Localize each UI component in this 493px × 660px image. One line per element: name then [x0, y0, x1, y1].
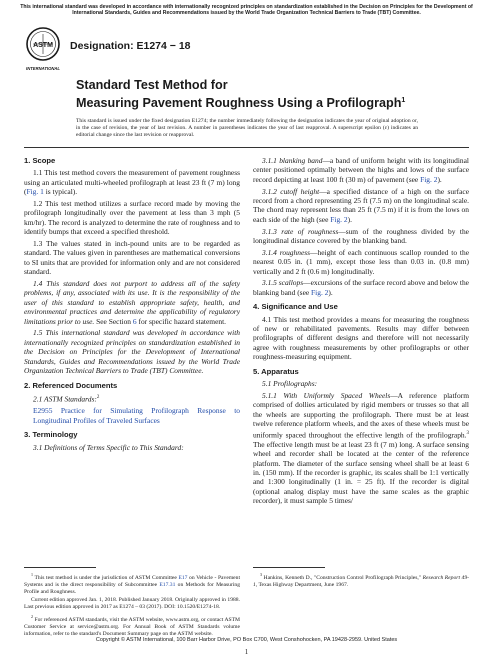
footnote-rule-left — [24, 567, 96, 568]
section-heading-terminology: 3. Terminology — [24, 430, 78, 440]
issuance-note: This standard is issued under the fixed designation E1274; the number immediately following the designation indicates the year of original adoption or, in the case of revision, the year of last revision. A number in parentheses indicates the year of last reapproval. A superscript epsilon (ε) indicates an editorial change since the last revision or reapproval. — [76, 118, 418, 139]
section-heading-significance: 4. Significance and Use — [253, 302, 338, 312]
e2955-link[interactable]: E2955 — [33, 406, 53, 416]
para-1-3: 1.3 The values stated in inch-pound units are to be regarded as standard. The values given in parentheses are mathematical conversions to SI units that are provided for information only and are not considered standard. — [24, 239, 240, 277]
copyright-line: Copyright © ASTM International, 100 Barr Harbor Drive, PO Box C700, West Conshohocken, PA 19428-2959. United States — [95, 637, 398, 643]
section-heading-apparatus: 5. Apparatus — [253, 366, 299, 376]
development-notice: This international standard was developed in accordance with internationally recognized principles on standardization established in the Decision on Principles for the Development of International Standards, Guides and Recommendations issued by the World Trade Organization Technical Barriers to Trade (TBT) Committee. — [20, 4, 473, 17]
para-3-1-1: 3.1.1 blanking band—a band of uniform height with its longitudinal center positioned optimally between the highs and lows of the surface record depicting at least 100 ft (30 m) of pavement (see Fig. 2). — [253, 156, 470, 184]
title-footnote-mark: 1 — [401, 97, 406, 104]
astm-logo — [24, 26, 62, 74]
footnotes-right — [253, 571, 469, 590]
title-line-2: Measuring Pavement Roughness Using a Profilograph$^1$ — [76, 96, 406, 111]
para-3-1-5: 3.1.5 scallops—excursions of the surface record above and below the blanking band (see Fig. 2). — [253, 278, 469, 297]
footnote-1-edition: Current edition approved Jan. 1, 2018. Published January 2018. Originally approved in 1988. Last previous edition approved in 2017 as E1274 – 03 (2017). DOI: 10.1520/E1274-18. — [24, 597, 240, 611]
section-heading-scope: 1. Scope — [24, 156, 56, 165]
fig-2-link[interactable]: Fig. 2 — [311, 287, 329, 297]
para-3-1-3: 3.1.3 rate of roughness—sum of the roughness divided by the longitudinal distance covered by the blanking band. — [253, 226, 469, 245]
fig-2-link[interactable]: Fig. 2 — [420, 174, 438, 184]
right-column — [253, 156, 469, 508]
divider — [24, 147, 469, 148]
section-6-link[interactable]: 6 — [132, 316, 137, 326]
svg-text:ASTM: ASTM — [33, 42, 53, 49]
footnotes-left — [24, 571, 240, 639]
para-5-1: 5.1 Profilographs: — [262, 379, 318, 389]
para-3-1-2: 3.1.2 cutoff height—a specified distance of a high on the surface record from a chord representing 25 ft (7.5 m) on the longitudinal scale. The chord may represent less than 25 ft (7.5 m) if it is from the lows on each side of the high (see Fig. 2). — [253, 186, 469, 224]
section-heading-referenced-documents: 2. Referenced Documents — [24, 380, 118, 390]
para-4-1: 4.1 This test method provides a means for measuring the roughness of new or rehabilitated pavements. Results may differ between profilographs of different designs and therefore will not necessarily agree with roughness measurements by other profilographs or other roughness-measuring equipment. — [253, 314, 469, 362]
para-1-4: 1.4 This standard does not purport to address all of the safety problems, if any, associated with its use. It is the responsibility of the user of this standard to establish appropriate safety, health, and environmental practices and determine the applicability of regulatory limitations prior to use. See Section 6 for specific hazard statement. — [24, 279, 240, 326]
para-2-1: 2.1 ASTM Standards:$^2$ — [33, 394, 100, 404]
footnote-rule-right — [253, 567, 325, 568]
reference-e2955: E2955 Practice for Simulating Profilograph Response to Longitudinal Profiles of Traveled Surfaces — [33, 406, 240, 425]
svg-text:INTERNATIONAL: INTERNATIONAL — [26, 66, 60, 71]
para-5-1-1: 5.1.1 With Uniformly Spaced Wheels—A reference platform comprised of dollies articulated by rigid members or trusses so that all the wheels are supporting the profilograph. There must be at least twelve reference platform wheels, and the axes of these wheels must be uniformly spaced throughout the effective length of the profilograph.$^3$ The effective length must be at least 23 ft (7 m) long. A surface sensing wheel and recorder shall be located at the center of the reference platform. The diameter of the surface sensing wheel shall be at least 6 in. (150 mm). If the recorder is graphic, its scales shall be 1:1 vertically and 1:300 longitudinally (1 in. = 25 ft). If the recorder is digital (optional analog display must have the same scales as the graphic recorder), it must sample 5 times/ — [253, 390, 469, 506]
para-1-5: 1.5 This international standard was developed in accordance with internationally recognized principles on standardization established in the Decision on Principles for the Development of International Standards, Guides and Recommendations issued by the World Trade Organization Technical Barriers to Trade (TBT) Committee. — [24, 328, 240, 376]
fig-1-link[interactable]: Fig. 1 — [26, 187, 44, 197]
para-1-2: 1.2 This test method utilizes a surface record made by moving the profilograph longitudinally over the pavement at less than 3 mph (5 km/hr). The record is analyzed to determine the rate of roughness and to identify bumps that exceed a specified threshold. — [24, 199, 240, 237]
designation: Designation: E1274 − 18 — [70, 40, 191, 52]
fig-2-link[interactable]: Fig. 2 — [330, 214, 348, 224]
document-title — [76, 78, 405, 111]
para-1-1: 1.1 This test method covers the measurement of pavement roughness using an articulated multi-wheeled profilograph at least 23 ft (7 m) long (Fig. 1 is typical). — [24, 168, 240, 197]
footnote-3: $^3$ Hankins, Kenneth D., "Construction Control Profilograph Principles," Research Report 49-1, Texas Highway Department, June 1967. — [253, 572, 469, 588]
page-number: 1 — [244, 648, 249, 656]
left-column — [24, 156, 240, 454]
title-line-1: Standard Test Method for — [76, 78, 228, 92]
para-3-1-4: 3.1.4 roughness—height of each continuous scallop rounded to the nearest 0.05 in. (1 mm), except those less than 0.03 in. (0.8 mm) vertically and 2 ft (0.6 m) longitudinally. — [253, 247, 469, 276]
footnote-1: $^1$ This test method is under the jurisdiction of ASTM Committee E17 on Vehicle - Pavement Systems and is the direct responsibility of Subcommittee E17.31 on Methods for Measuring Profile and Roughness. — [24, 572, 240, 595]
footnote-2: $^2$ For referenced ASTM standards, visit the ASTM website, www.astm.org, or contact ASTM Customer Service at service@astm.org. For Annual Book of ASTM Standards volume information, refer to the standard's Document Summary page on the ASTM website. — [24, 613, 240, 637]
para-3-1: 3.1 Definitions of Terms Specific to This Standard: — [33, 442, 184, 452]
